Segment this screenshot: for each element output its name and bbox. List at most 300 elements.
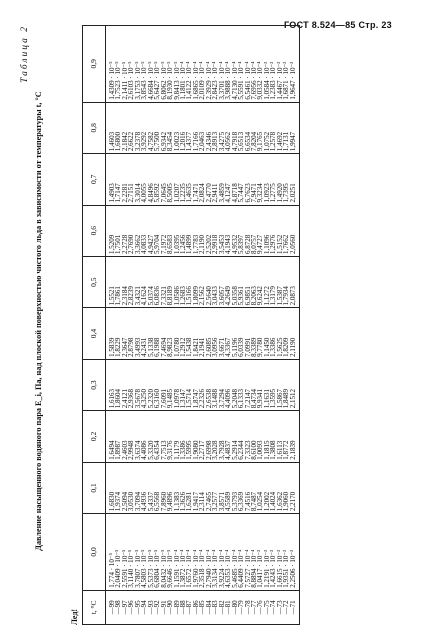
pressure-cell: 1,1272 [264, 256, 270, 307]
pressure-cell: 1,4692 [277, 102, 283, 153]
pressure-cell: 1,4920 [277, 154, 283, 205]
pressure-cell: 3,6671 [219, 308, 225, 359]
pressure-cell: 6,3160 [154, 359, 160, 410]
pressure-cell: 2,8239 [128, 256, 134, 307]
pressure-cell: 1,4635 [186, 154, 192, 205]
pressure-cell: 1,7395 [283, 154, 289, 205]
temperature-cell: —96 [128, 590, 134, 624]
pressure-cell: 7,6091 [161, 359, 167, 410]
pressure-cell: 1,2976 [270, 205, 276, 256]
pressure-cell: 1,3872 · 10⁻⁴ [180, 514, 186, 591]
pressure-cell: 1,3147 [180, 359, 186, 410]
pressure-cell: 3,9224 · 10⁻⁴ [219, 514, 225, 591]
pressure-cell: 1,5625 [277, 308, 283, 359]
pressure-cell: 2,0824 [199, 154, 205, 205]
pressure-cell: 8,6100 [251, 411, 257, 462]
pressure-cell: 4,0562 [225, 102, 231, 153]
table-header-row [83, 26, 106, 625]
temperature-cell: —87 [186, 590, 192, 624]
pressure-cell: 1,8099 [193, 256, 199, 307]
temperature-cell: —81 [225, 590, 231, 624]
rotated-table-block [20, 25, 410, 625]
pressure-cell: 3,5678 [135, 359, 141, 410]
pressure-cell: 3,6057 [219, 256, 225, 307]
pressure-cell: 5,1196 [232, 308, 238, 359]
pressure-cell: 6,3369 [238, 462, 244, 513]
pressure-cell: 2,6085 [206, 308, 212, 359]
temperature-cell: —97 [122, 590, 128, 624]
pressure-cell: 4,2431 [141, 308, 147, 359]
pressure-cell: 2,5094 [122, 462, 128, 513]
column-header: 0,0 [83, 514, 106, 591]
pressure-cell: 1,6113 [277, 411, 283, 462]
pressure-cell: 6,0836 [154, 256, 160, 307]
pressure-cell: 1,2191 · 10⁻³ [264, 514, 270, 591]
pressure-cell: 6,8728 [245, 205, 251, 256]
pressure-cell: 4,4096 [225, 359, 231, 410]
temperature-cell: —80 [232, 590, 238, 624]
pressure-cell: 2,7465 [206, 462, 212, 513]
pressure-cell: 6,6534 [245, 102, 251, 153]
pressure-cell: 2,3518 · 10⁻⁴ [199, 514, 205, 591]
pressure-cell: 1,1815 [264, 411, 270, 462]
pressure-cell: 9,3176 [167, 411, 173, 462]
pressure-cell: 4,6353 · 10⁻⁴ [225, 514, 231, 591]
temperature-cell: —73 [277, 590, 283, 624]
pressure-cell: 1,2383 · 10⁻³ [270, 26, 276, 103]
column-header: t, °С [83, 590, 106, 624]
pressure-cell: 2,4603 [122, 411, 128, 462]
pressure-cell: 2,1190 [199, 205, 205, 256]
pressure-cell: 1,4467 · 10⁻³ [277, 26, 283, 103]
pressure-cell: 4,7130 · 10⁻⁴ [232, 26, 238, 103]
pressure-cell: 1,9947 [290, 102, 300, 153]
pressure-cell: 1,0780 [174, 308, 180, 359]
pressure-cell: 7,2147 [245, 359, 251, 410]
pressure-cell: 1,0093 [257, 411, 263, 462]
pressure-cell: 1,6871 · 10⁻³ [283, 26, 289, 103]
temperature-cell: —85 [199, 590, 205, 624]
pressure-cell: 2,1411 · 10⁻⁵ [122, 26, 128, 103]
pressure-cell: 8,9823 [167, 308, 173, 359]
pressure-cell: 1,5152 [277, 205, 283, 256]
pressure-cell: 1,9351 · 10⁻³ [283, 514, 289, 591]
temperature-cell: —83 [212, 590, 218, 624]
pressure-cell: 8,8894 · 10⁻⁴ [251, 514, 257, 591]
pressure-cell: 1,2775 [270, 154, 276, 205]
vapor-pressure-table [82, 25, 300, 625]
pressure-cell: 2,4121 [122, 359, 128, 410]
pressure-cell: 1,3626 [180, 462, 186, 513]
pressure-cell: 3,7094 [135, 462, 141, 513]
pressure-cell: 5,5373 · 10⁻⁵ [148, 514, 154, 591]
table-row [106, 26, 116, 625]
pressure-cell: 5,5591 · 10⁻⁴ [238, 26, 244, 103]
pressure-cell: 6,9851 [245, 256, 251, 307]
pressure-cell: 2,9948 [128, 411, 134, 462]
pressure-cell: 3,7928 [219, 411, 225, 462]
temperature-cell: —71 [290, 590, 300, 624]
pressure-cell: 4,0833 [141, 205, 147, 256]
pressure-cell: 1,2912 [180, 308, 186, 359]
pressure-cell: 3,4859 [219, 154, 225, 205]
pressure-cell: 4,6684 · 10⁻⁵ [148, 26, 154, 103]
pressure-cell: 2,6998 [206, 411, 212, 462]
pressure-cell: 8,8189 [167, 256, 173, 307]
pressure-cell: 5,2320 [148, 359, 154, 410]
pressure-cell: 1,6865 · 10⁻⁴ [193, 26, 199, 103]
pressure-cell: 1,4024 [270, 462, 276, 513]
pressure-cell: 4,1624 [141, 256, 147, 307]
temperature-cell: —86 [193, 590, 199, 624]
pressure-cell: 2,5640 [206, 256, 212, 307]
pressure-cell: 6,1988 [154, 308, 160, 359]
pressure-cell: 3,3134 · 10⁻⁴ [212, 514, 218, 591]
temperature-cell: —90 [167, 590, 173, 624]
pressure-cell: 4,9532 [232, 205, 238, 256]
pressure-cell: 1,6362 [277, 462, 283, 513]
pressure-cell: 5,0374 [148, 256, 154, 307]
pressure-cell: 7,0645 [161, 154, 167, 205]
pressure-cell: 2,1562 [199, 256, 205, 307]
column-header: 0,1 [83, 462, 106, 513]
pressure-cell: 1,4309 · 10⁻⁵ [106, 26, 116, 103]
pressure-cell: 2,6538 [206, 359, 212, 410]
pressure-cell: 4,5589 [225, 462, 231, 513]
pressure-cell: 5,6427 · 10⁻⁵ [154, 26, 160, 103]
pressure-cell: 1,3179 [270, 256, 276, 307]
pressure-cell: 4,7582 [148, 102, 154, 153]
pressure-cell: 4,9427 [148, 205, 154, 256]
pressure-cell: 1,1591 · 10⁻⁴ [174, 514, 180, 591]
temperature-cell: —82 [219, 590, 225, 624]
pressure-cell: 1,6830 [106, 462, 116, 513]
pressure-cell: 3,7807 · 10⁻⁵ [135, 514, 141, 591]
pressure-cell: 1,0584 · 10⁻³ [264, 26, 270, 103]
pressure-cell: 5,7447 [238, 154, 244, 205]
column-header: 0,8 [83, 102, 106, 153]
pressure-cell: 6,2344 [238, 411, 244, 462]
pressure-cell: 2,6622 [128, 102, 134, 153]
pressure-cell: 7,7513 [161, 411, 167, 462]
pressure-cell: 7,5727 · 10⁻⁴ [245, 514, 251, 591]
pressure-cell: 3,6374 [135, 411, 141, 462]
pressure-cell: 9,6646 · 10⁻⁵ [167, 514, 173, 591]
temperature-cell: —91 [161, 590, 167, 624]
pressure-cell: 2,8798 [128, 308, 134, 359]
pressure-cell: 1,7147 [115, 154, 121, 205]
pressure-cell: 2,6103 · 10⁻⁵ [128, 26, 134, 103]
pressure-cell: 3,3014 [135, 154, 141, 205]
pressure-cell: 1,9417 [193, 462, 199, 513]
pressure-cell: 1,8772 [283, 411, 289, 462]
pressure-cell: 8,0757 [251, 205, 257, 256]
temperature-cell: —75 [264, 590, 270, 624]
pressure-cell: 8,4734 [251, 359, 257, 410]
pressure-cell: 2,7151 [128, 154, 134, 205]
pressure-cell: 2,1190 [290, 308, 300, 359]
temperature-cell: —84 [206, 590, 212, 624]
pressure-cell: 6,0339 [238, 308, 244, 359]
pressure-cell: 1,2683 [180, 256, 186, 307]
pressure-cell: 2,3647 [122, 308, 128, 359]
pressure-cell: 3,4993 [135, 308, 141, 359]
pressure-cell: 1,8489 [283, 359, 289, 410]
pressure-cell: 1,4122 · 10⁻⁴ [186, 26, 192, 103]
pressure-cell: 1,5438 [186, 308, 192, 359]
pressure-cell: 1,7471 [193, 154, 199, 205]
pressure-cell: 9,6242 [257, 256, 263, 307]
pressure-cell: 9,1485 [167, 359, 173, 410]
pressure-cell: 7,0991 [245, 308, 251, 359]
pressure-cell: 3,0956 [212, 308, 218, 359]
pressure-cell: 2,3929 · 10⁻⁴ [206, 26, 212, 103]
pressure-cell: 7,9471 [251, 154, 257, 205]
pressure-cell: 6,6804 · 10⁻⁵ [154, 514, 160, 591]
pressure-cell: 1,6615 · 10⁻³ [277, 514, 283, 591]
pressure-cell: 2,7690 [128, 205, 134, 256]
column-header: 0,3 [83, 359, 106, 410]
pressure-cell: 1,774 · 10⁻⁵ [106, 514, 116, 591]
table-caption: Давление насыщенного водяного пара E_i, Па, над плоской поверхностью чистого льда в зависимости от температуры t, °С [34, 91, 43, 551]
pressure-cell: 1,5867 [277, 359, 283, 410]
pressure-cell: 5,2914 [232, 411, 238, 462]
pressure-cell: 1,5995 [186, 411, 192, 462]
pressure-cell: 8,2063 [251, 256, 257, 307]
pressure-cell: 2,0409 · 10⁻⁵ [115, 514, 121, 591]
pressure-cell: 2,4346 [206, 102, 212, 153]
pressure-cell: 1,2578 [270, 102, 276, 153]
pressure-cell: 1,4243 · 10⁻³ [270, 514, 276, 591]
pressure-cell: 2,0251 [290, 154, 300, 205]
pressure-cell: 3,8543 · 10⁻⁵ [141, 26, 147, 103]
pressure-cell: 5,0358 [232, 256, 238, 307]
pressure-cell: 2,2717 [199, 411, 205, 462]
pressure-cell: 3,5453 [219, 205, 225, 256]
pressure-cell: 3,0530 [128, 462, 134, 513]
pressure-cell: 2,5202 [206, 205, 212, 256]
pressure-cell: 2,9368 [128, 359, 134, 410]
pressure-cell: 6,4409 · 10⁻⁴ [238, 514, 244, 591]
pressure-cell: 2,2281 [122, 154, 128, 205]
pressure-cell: 9,9341 [257, 359, 263, 410]
pressure-cell: 1,1179 [174, 411, 180, 462]
temperature-cell: —72 [283, 590, 289, 624]
pressure-cell: 1,9080 [193, 411, 199, 462]
pressure-cell: 7,4516 [245, 462, 251, 513]
pressure-cell: 1,2016 [180, 102, 186, 153]
pressure-cell: 3,1753 · 10⁻⁵ [135, 26, 141, 103]
pressure-cell: 9,7780 [257, 308, 263, 359]
pressure-cell: 2,8423 · 10⁻⁴ [212, 26, 218, 103]
pressure-cell: 1,2002 [264, 462, 270, 513]
column-header: 0,9 [83, 26, 106, 103]
pressure-cell: 5,1338 [148, 308, 154, 359]
pressure-cell: 5,3793 [232, 462, 238, 513]
pressure-cell: 1,5387 [277, 256, 283, 307]
pressure-cell: 1,8747 [193, 359, 199, 410]
pressure-cell: 1,8229 [115, 308, 121, 359]
pressure-cell: 6,5461 · 10⁻⁴ [245, 26, 251, 103]
pressure-cell: 3,2577 [212, 462, 218, 513]
temperature-cell: —93 [148, 590, 154, 624]
column-header: 0,5 [83, 256, 106, 307]
pressure-cell: 3,9888 · 10⁻⁴ [225, 26, 231, 103]
pressure-cell: 7,1972 [161, 205, 167, 256]
pressure-cell: 4,8718 [232, 154, 238, 205]
pressure-cell: 6,7623 [245, 154, 251, 205]
pressure-cell: 9,0332 · 10⁻⁴ [257, 26, 263, 103]
page-header: ГОСТ 8.524—85 Стр. 23 [283, 20, 392, 30]
pressure-cell: 2,0463 [199, 102, 205, 153]
pressure-cell: 1,9760 · 10⁻⁴ [193, 514, 199, 591]
pressure-cell: 1,0923 [264, 154, 270, 205]
pressure-cell: 1,0752 [264, 102, 270, 153]
pressure-cell: 1,1096 [264, 205, 270, 256]
pressure-cell: 4,1247 [225, 154, 231, 205]
pressure-cell: 7,3323 [245, 411, 251, 462]
column-header: 0,6 [83, 205, 106, 256]
temperature-cell: —74 [270, 590, 276, 624]
pressure-cell: 2,1941 [199, 308, 205, 359]
pressure-cell: 6,9342 [161, 102, 167, 153]
pressure-cell: 1,5166 [186, 256, 192, 307]
pressure-cell: 2,0560 [290, 205, 300, 256]
pressure-cell: 2,1842 [122, 102, 128, 153]
pressure-cell: 3,1488 [212, 359, 218, 410]
pressure-cell: 1,1383 [174, 462, 180, 513]
pressure-cell: 4,8496 [148, 154, 154, 205]
temperature-cell: —88 [180, 590, 186, 624]
temperature-cell: —99 [106, 590, 116, 624]
pressure-cell: 1,3808 [270, 411, 276, 462]
pressure-cell: 2,8913 [212, 102, 218, 153]
pressure-cell: 5,6513 [238, 102, 244, 153]
pressure-cell: 1,7166 [193, 102, 199, 153]
pressure-cell: 2,7940 · 10⁻⁴ [206, 514, 212, 591]
pressure-cell: 1,9647 · 10⁻³ [290, 26, 300, 103]
column-header: 0,4 [83, 308, 106, 359]
pressure-cell: 9,8413 · 10⁻⁵ [174, 26, 180, 103]
pressure-cell: 1,5839 [106, 308, 116, 359]
pressure-cell: 7,6956 · 10⁻⁴ [251, 26, 257, 103]
pressure-cell: 1,0395 [174, 205, 180, 256]
pressure-cell: 5,7500 [154, 102, 160, 153]
pressure-cell: 1,0978 [174, 359, 180, 410]
pressure-cell: 1,7662 [283, 205, 289, 256]
pressure-cell: 1,6800 [115, 102, 121, 153]
pressure-cell: 1,5209 [106, 205, 116, 256]
pressure-cell: 9,4896 [167, 462, 173, 513]
pressure-cell: 8,5005 [167, 154, 173, 205]
temperature-cell: —98 [115, 590, 121, 624]
pressure-cell: 1,8209 [283, 308, 289, 359]
pressure-cell: 5,9704 [154, 205, 160, 256]
pressure-cell: 1,7131 [283, 102, 289, 153]
pressure-cell: 2,9411 [212, 154, 218, 205]
pressure-cell: 1,8421 [193, 308, 199, 359]
temperature-cell: —94 [141, 590, 147, 624]
pressure-cell: 9,3234 [257, 154, 263, 205]
pressure-cell: 2,2506 · 10⁻³ [290, 514, 300, 591]
pressure-cell: 2,0873 [290, 256, 300, 307]
pressure-cell: 2,4770 [206, 154, 212, 205]
temperature-cell: —92 [154, 590, 160, 624]
pressure-cell: 3,1140 · 10⁻⁵ [128, 514, 134, 591]
pressure-cell: 6,1333 [238, 359, 244, 410]
pressure-cell: 5,2048 [232, 359, 238, 410]
temperature-cell: —79 [238, 590, 244, 624]
pressure-cell: 2,2728 [122, 205, 128, 256]
pressure-cell: 2,9918 [212, 205, 218, 256]
pressure-cell: 4,1943 [225, 205, 231, 256]
pressure-cell: 1,5521 [106, 256, 116, 307]
pressure-cell: 8,0432 · 10⁻⁵ [161, 514, 167, 591]
pressure-cell: 1,3595 [270, 359, 276, 410]
table-number-label: Таблица 2 [20, 25, 30, 83]
pressure-cell: 8,3389 [251, 308, 257, 359]
pressure-cell: 5,4337 [148, 462, 154, 513]
column-header: 0,2 [83, 411, 106, 462]
temperature-cell: —89 [174, 590, 180, 624]
pressure-cell: 6,8062 · 10⁻⁵ [161, 26, 167, 103]
pressure-cell: 2,0109 · 10⁻⁴ [199, 26, 205, 103]
table-row [290, 26, 300, 625]
pressure-cell: 1,7783 [193, 205, 199, 256]
pressure-cell: 1,8604 [115, 359, 121, 410]
pressure-cell: 1,7934 [283, 256, 289, 307]
pressure-cell: 7,4694 [161, 308, 167, 359]
pressure-cell: 1,2456 [180, 205, 186, 256]
pressure-cell: 5,3320 [148, 411, 154, 462]
pressure-cell: 3,0433 [212, 256, 218, 307]
pressure-cell: 3,9292 [141, 102, 147, 153]
pressure-cell: 8,3454 [167, 102, 173, 153]
pressure-cell: 2,5591 · 10⁻⁵ [122, 514, 128, 591]
pressure-cell: 1,7501 [115, 205, 121, 256]
pressure-cell: 1,0254 [257, 462, 263, 513]
pressure-cell: 5,9361 [238, 256, 244, 307]
pressure-cell: 1,8987 [115, 411, 121, 462]
pressure-cell: 4,4086 [141, 411, 147, 462]
pressure-cell: 2,1839 [290, 411, 300, 462]
pressure-cell: 4,3367 [225, 308, 231, 359]
pressure-cell: 1,6572 · 10⁻⁴ [186, 514, 192, 591]
pressure-cell: 3,3701 · 10⁻⁴ [219, 26, 225, 103]
pressure-cell: 9,1765 [257, 102, 263, 153]
pressure-cell: 1,4899 [186, 205, 192, 256]
pressure-cell: 5,8592 [154, 154, 160, 205]
pressure-cell: 8,1930 · 10⁻⁵ [167, 26, 173, 103]
pressure-cell: 7,8204 [251, 102, 257, 153]
pressure-cell: 4,3250 [141, 359, 147, 410]
pressure-cell: 3,4275 [219, 102, 225, 153]
ice-label: Лед! [70, 608, 79, 625]
pressure-cell: 1,4377 [186, 102, 192, 153]
pressure-cell: 1,0207 [174, 154, 180, 205]
pressure-cell: 2,3114 [199, 462, 205, 513]
pressure-cell: 4,4837 [225, 411, 231, 462]
pressure-cell: 1,3386 [180, 411, 186, 462]
pressure-cell: 4,7918 [232, 102, 238, 153]
pressure-cell: 7,3321 [161, 256, 167, 307]
temperature-cell: —76 [257, 590, 263, 624]
pressure-cell: 4,2649 [225, 256, 231, 307]
pressure-cell: 1,7861 [115, 256, 121, 307]
pressure-cell: 2,2170 [290, 462, 300, 513]
pressure-cell: 8,6583 [167, 205, 173, 256]
table-body [106, 26, 300, 625]
